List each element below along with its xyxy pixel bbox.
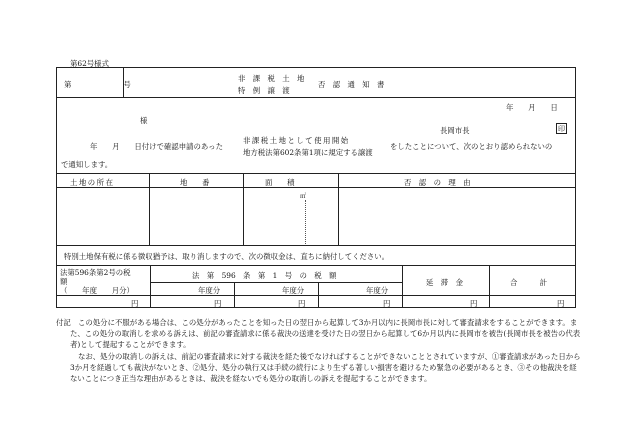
divider [56,265,576,266]
title-line1: 非 課 税 土 地 [238,74,307,83]
yen-unit: 円 [470,299,478,308]
divider [56,97,576,98]
yen-unit: 円 [557,299,565,308]
total-header: 合 計 [510,278,547,287]
delinquency-header: 延 滞 金 [426,278,463,287]
form-number: 第62号様式 [70,59,109,68]
issuer-name: 長岡市長 [440,126,470,135]
footnote-para1: この処分に不服がある場合は、この処分があったことを知った日の翌日から起算して3か月以内に長岡市長に対して審査請求をすることができます。また、この処分の取消しを求める訴えは、前記の審査請求に係る裁決の送達を受けた日の翌日から起算して6か月以内に長岡市を被告(長岡市長を被告の代表者)として提起することができます。 [70,318,581,349]
yen-unit: 円 [214,299,222,308]
divider [243,173,244,245]
prior-tax-header-line1: 法第596条第2号の税 [60,268,131,277]
year-col-1: 年度分 [198,286,221,295]
area-unit: ㎡ [300,193,307,200]
group-header: 法 第 596 条 第 1 号 の 税 額 [192,271,337,280]
prior-tax-header-line2: 額 [60,277,68,286]
yen-unit: 円 [131,299,139,308]
number-label: 第 号 [64,80,134,89]
divider [150,265,151,308]
issue-date: 年 月 日 [506,103,558,112]
divider [338,173,339,245]
body-center-line1: 非課税土地として使用開始 [243,136,350,145]
seal-mark: 印 [558,125,565,133]
col-header-location: 土地の所在 [70,178,115,187]
col-header-reason: 否 認 の 理 由 [404,178,471,187]
divider [489,265,490,308]
body-lead: 年 月 日付けで確認申請のあった [90,142,223,151]
yen-unit: 円 [383,299,391,308]
divider [56,245,576,246]
divider [149,173,150,245]
body-tail: をしたことについて、次のとおり認められないの [390,142,553,151]
prior-tax-header-line3: （ 年度 月分） [60,286,134,295]
year-col-2: 年度分 [282,286,305,295]
title-line2: 特 例 譲 渡 [238,86,293,95]
area-decimal-line [305,200,306,244]
body-center-line2: 地方税法第602条第1項に規定する譲渡 [243,148,373,157]
recipient-suffix: 様 [140,116,148,125]
footnote-label: 付記 [56,318,71,327]
divider [150,282,402,283]
divider [56,295,576,296]
notice-text: 特別土地保有税に係る徴収猶予は、取り消しますので、次の徴収金は、直ちに納付してください。 [64,252,390,261]
year-col-3: 年度分 [366,286,389,295]
col-header-lot: 地 番 [180,178,210,187]
divider [402,265,403,308]
footnote-para2: なお、処分の取消しの訴えは、前記の審査請求に対する裁決を経た後でなければすることができないこととされていますが、①審査請求があった日から3か月を経過しても裁決がないとき、②処分、処分の執行又は手続の続行により生ずる著しい損害を避けるため緊急の必要があるとき、③その他裁決を経ないことにつき正当な理由があるときは、裁決を経ないでも処分の取消しの訴えを提起することができます。 [70,352,581,383]
title-suffix: 否 認 通 知 書 [318,80,387,89]
divider [56,173,576,174]
divider [56,187,576,188]
yen-unit: 円 [298,299,306,308]
body-closing: で通知します。 [61,160,113,169]
col-header-area: 面 積 [265,178,295,187]
